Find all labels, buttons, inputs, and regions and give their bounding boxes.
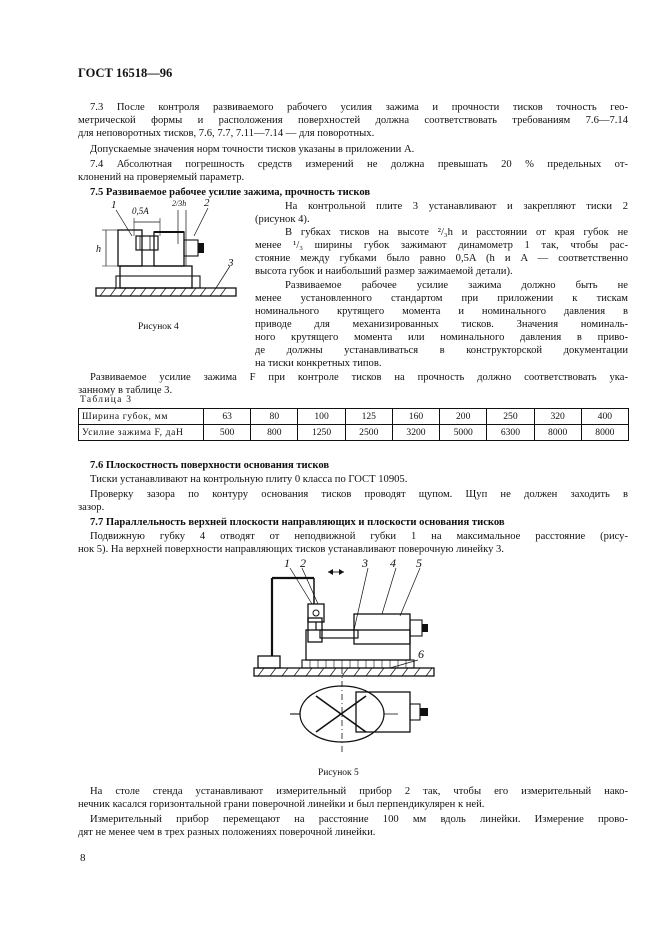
sec77-p2-line2: нечник касался горизонтальной грани поверочной линейки и был перпендикулярен к ней. (78, 799, 485, 810)
table-cell: 200 (440, 409, 487, 425)
table-cell: 6300 (487, 425, 534, 441)
page-number: 8 (80, 852, 86, 864)
dynamometer (136, 236, 158, 250)
fig4-label-3: 3 (228, 257, 234, 269)
sec73-line3: для неповоротных тисков, 7.6, 7.7, 7.11—7.14 — для поворотных. (78, 128, 375, 139)
figure-4 (88, 196, 244, 314)
sec75-heading: 7.5 Развиваемое рабочее усилие зажима, прочность тисков (90, 187, 371, 198)
table-cell: 3200 (392, 425, 439, 441)
movable-jaw (354, 614, 410, 644)
sec77-heading: 7.7 Параллельность верхней плоскости направляющих и плоскости основания тисков (90, 517, 505, 528)
sec77-p3-line1: Измерительный прибор перемещают на расстояние 100 мм вдоль линейки. Измерение прово- (90, 814, 628, 825)
fig4-label-1: 1 (111, 199, 117, 211)
table-cell: 2500 (345, 425, 392, 441)
sec75-r4: менее ¹/₃ ширины губок зажимают динамометр 1 так, чтобы рас- (255, 240, 628, 251)
sec75-r7: Развиваемое рабочее усилие зажима должно быть не (285, 280, 628, 291)
sec76-p2-line1: Проверку зазора по контуру основания тисков проводят щупом. Щуп не должен заходить в (90, 489, 628, 500)
sec76-p1: Тиски устанавливают на контрольную плиту 0 класса по ГОСТ 10905. (90, 474, 408, 485)
table-cell: 400 (581, 409, 628, 425)
table-cell: 100 (298, 409, 345, 425)
sec75-after2: занному в таблице 3. (78, 385, 173, 396)
sec76-p2-line2: зазор. (78, 502, 105, 513)
figure-5 (250, 556, 440, 756)
fig5-label-4: 4 (390, 556, 396, 570)
table-row-header: Усилие зажима F, даН (79, 425, 204, 441)
sec75-r3: В губках тисков на высоте ²/₃h и расстоянии от края губок не (285, 227, 628, 238)
sec75-r5: стояние между губками было равно 0,5A (h и A — соответственно (255, 253, 628, 264)
table-row (79, 409, 629, 425)
fig4-label-2: 2 (204, 197, 210, 209)
table-row-header: Ширина губок, мм (79, 409, 204, 425)
sec75-after1: Развиваемое усилие зажима F при контроле тисков на прочность должно соответствовать ука- (90, 372, 628, 383)
table-cell: 1250 (298, 425, 345, 441)
sec76-heading: 7.6 Плоскостность поверхности основания тисков (90, 460, 330, 471)
fig5-label-2: 2 (300, 556, 306, 570)
table-cell: 5000 (440, 425, 487, 441)
table-cell: 800 (251, 425, 298, 441)
table-3 (78, 408, 629, 441)
fig5-label-1: 1 (284, 556, 290, 570)
table-cell: 320 (534, 409, 581, 425)
sec75-r6: высота губок и наибольший размер зажимаемой детали). (255, 266, 513, 277)
table-cell: 500 (204, 425, 251, 441)
vise-body (120, 266, 192, 288)
table-row (79, 425, 629, 441)
table-cell: 160 (392, 409, 439, 425)
sec75-r13: на тиски конкретных типов. (255, 358, 382, 369)
sec75-r12: де должны устанавливаться в конструкторской документации (255, 345, 628, 356)
sec73-tolerances: Допускаемые значения норм точности тисков указаны в приложении А. (90, 144, 415, 155)
sec77-p3-line2: дят не менее чем в трех разных положениях поверочной линейки. (78, 827, 376, 838)
fig4-label-05a: 0,5A (132, 206, 149, 216)
indicator-stand-base (258, 656, 280, 668)
sec75-r11: ного крутящего момента или номинального давления в приво- (255, 332, 628, 343)
fig5-label-6: 6 (418, 647, 424, 661)
table-hatch (258, 668, 432, 676)
table-cell: 125 (345, 409, 392, 425)
fixed-jaw (118, 230, 142, 266)
sec74-line2: клонений на проверяемый параметр. (78, 172, 245, 183)
table-cell: 80 (251, 409, 298, 425)
document-header: ГОСТ 16518—96 (78, 66, 173, 80)
sec73-line1: 7.3 После контроля развиваемого рабочего усилия зажима и прочности тисков точность гео- (90, 102, 628, 113)
sec77-p2-line1: На столе стенда устанавливают измерительный прибор 2 так, чтобы его измерительный нако- (90, 786, 628, 797)
fig5-label-5: 5 (416, 556, 422, 570)
figure-4-caption: Рисунок 4 (138, 322, 179, 332)
fig4-label-23h: 2/3h (172, 199, 187, 208)
screw-end (198, 243, 204, 253)
figure-5-caption: Рисунок 5 (318, 768, 359, 778)
sec75-r8: менее установленного стандартом при приложении к тискам (255, 293, 628, 304)
fig4-label-h: h (96, 244, 101, 255)
table-cell: 63 (204, 409, 251, 425)
table-cell: 8000 (534, 425, 581, 441)
ruler (320, 630, 358, 638)
table-cell: 8000 (581, 425, 628, 441)
plate-hatch (100, 288, 226, 296)
sec74-line1: 7.4 Абсолютная погрешность средств измерений не должна превышать 20 % предельных от- (90, 159, 628, 170)
sec77-p1-line1: Подвижную губку 4 отводят от неподвижной губки 1 на максимальное расстояние (рису- (90, 531, 628, 542)
table3-label: Таблица 3 (80, 395, 133, 405)
fig5-label-3: 3 (362, 556, 368, 570)
sec75-r10: приводе для механизированных тисков. Значения номиналь- (255, 319, 628, 330)
table-cell: 250 (487, 409, 534, 425)
sec75-r2: (рисунок 4). (255, 214, 310, 225)
sec73-line2: метрической формы и расположения поверхностей должна соответствовать требованиям 7.6—7.14 (78, 115, 628, 126)
sec77-p1-line2: нок 5). На верхней поверхности направляющих тисков устанавливают поверочную линейку 3. (78, 544, 504, 555)
sec75-r9: номинального крутящего момента и номинального давления в (255, 306, 628, 317)
sec75-r1: На контрольной плите 3 устанавливают и закрепляют тиски 2 (285, 201, 628, 212)
